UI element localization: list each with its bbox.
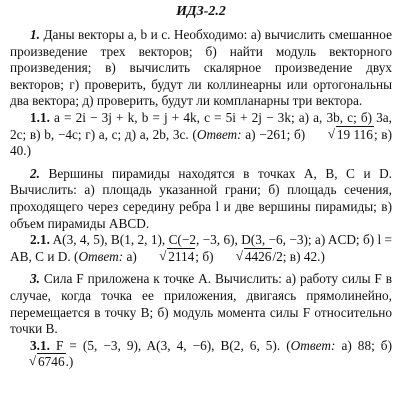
answer-2-a-prefix: а)	[126, 248, 137, 264]
task-3-number: 3.	[30, 271, 40, 287]
answer-1-c: ; в) 40.)	[10, 126, 393, 159]
variant-3-1-number: 3.1.	[30, 337, 50, 353]
answer-3-a: а) 88; б)	[341, 337, 393, 353]
answer-1-b-radicand: 19 116	[336, 126, 373, 142]
answer-3-b-radicand: 6746	[38, 354, 65, 370]
task-1-statement	[10, 27, 392, 110]
task-2-statement	[10, 166, 392, 232]
answer-1-b-prefix: б)	[294, 126, 306, 142]
task-3-statement	[10, 271, 392, 337]
task-3-variant: 3.1. F = (5, −3, 9), A(3, 4, −6), B(2, 6, 5). (Ответ: а) 88; б) √ 6746.)	[10, 338, 392, 371]
answer-3-label: Ответ:	[290, 337, 336, 353]
variant-2-1-number: 2.1.	[30, 232, 50, 248]
answer-2-a-radicand: 2114	[168, 248, 195, 264]
answer-1-label: Ответ:	[196, 126, 242, 142]
task-2-number: 2.	[30, 165, 40, 181]
answer-3-b-suffix: .)	[65, 354, 74, 370]
answer-2-label: Ответ:	[78, 248, 124, 264]
task-3-text: Сила F приложена к точке A. Вычислить: а) работу силы F в случае, когда точка ее приложения, двигаясь прямолинейно, перемещается в точку B; б) модуль момента силы F относительно точки B.	[10, 271, 392, 337]
answer-3-b-sqrt	[10, 354, 66, 371]
task-1-number: 1.	[30, 27, 40, 42]
answer-1-a: а) −261;	[245, 126, 291, 142]
task-2-text: Вершины пирамиды находятся в точках A, B, C и D. Вычислить: а) площадь указанной грани; б) площадь сечения, проходящего через середину ребра l и две вершины пирамиды; в) объем пирамиды ABCD.	[10, 165, 392, 231]
answer-1-b-sqrt	[309, 127, 374, 144]
variant-1-1-text: a = 2i − 3j + k, b = j + 4k, c = 5i + 2j − 3k; а) a, 3b, c; б) 3a, 2c; в) b, −4c; г) a, c; д) a, 2b, 3c.	[10, 109, 393, 142]
page-title: ИДЗ-2.2	[176, 4, 226, 19]
answer-2-b-sqrt	[217, 249, 273, 266]
answer-2-a-sqrt	[140, 249, 195, 266]
task-1-text: Даны векторы a, b и c. Необходимо: а) вычислить смешанное произведение трех векторов; б) найти модуль векторного произведения; в) вычислить скалярное произведение двух векторов; г) проверить, будут ли коллинеарны или ортогональны два вектора; д) проверить, будут ли компланарны три вектора.	[10, 27, 393, 109]
variant-2-1-text: A(3, 4, 5), B(1, 2, 1), C(−2, −3, 6), D(3, −6, −3); а) ACD; б) l = AB, C и D.	[10, 232, 393, 264]
answer-2-b-suffix: /2; в) 42.)	[272, 248, 325, 264]
task-1-variant: 1.1. a = 2i − 3j + k, b = j + 4k, c = 5i + 2j − 3k; а) a, 3b, c; б) 3a, 2c; в) b, −4c; г) a, c; д) a, 2b, 3c. (Ответ: а) −261; б) √ 19 116; в) 40.)	[10, 110, 392, 160]
variant-1-1-number: 1.1.	[30, 109, 50, 125]
variant-3-1-text: F = (5, −3, 9), A(3, 4, −6), B(2, 6, 5).	[55, 337, 281, 353]
answer-2-b-radicand: 4426	[244, 248, 272, 264]
task-2-variant: 2.1. A(3, 4, 5), B(1, 2, 1), C(−2, −3, 6), D(3, −6, −3); а) ACD; б) l = AB, C и D. (Ответ: а) √ 2114; б) √ 4426/2; в) 42.)	[10, 232, 392, 265]
answer-2-b-prefix: ; б)	[195, 248, 214, 264]
